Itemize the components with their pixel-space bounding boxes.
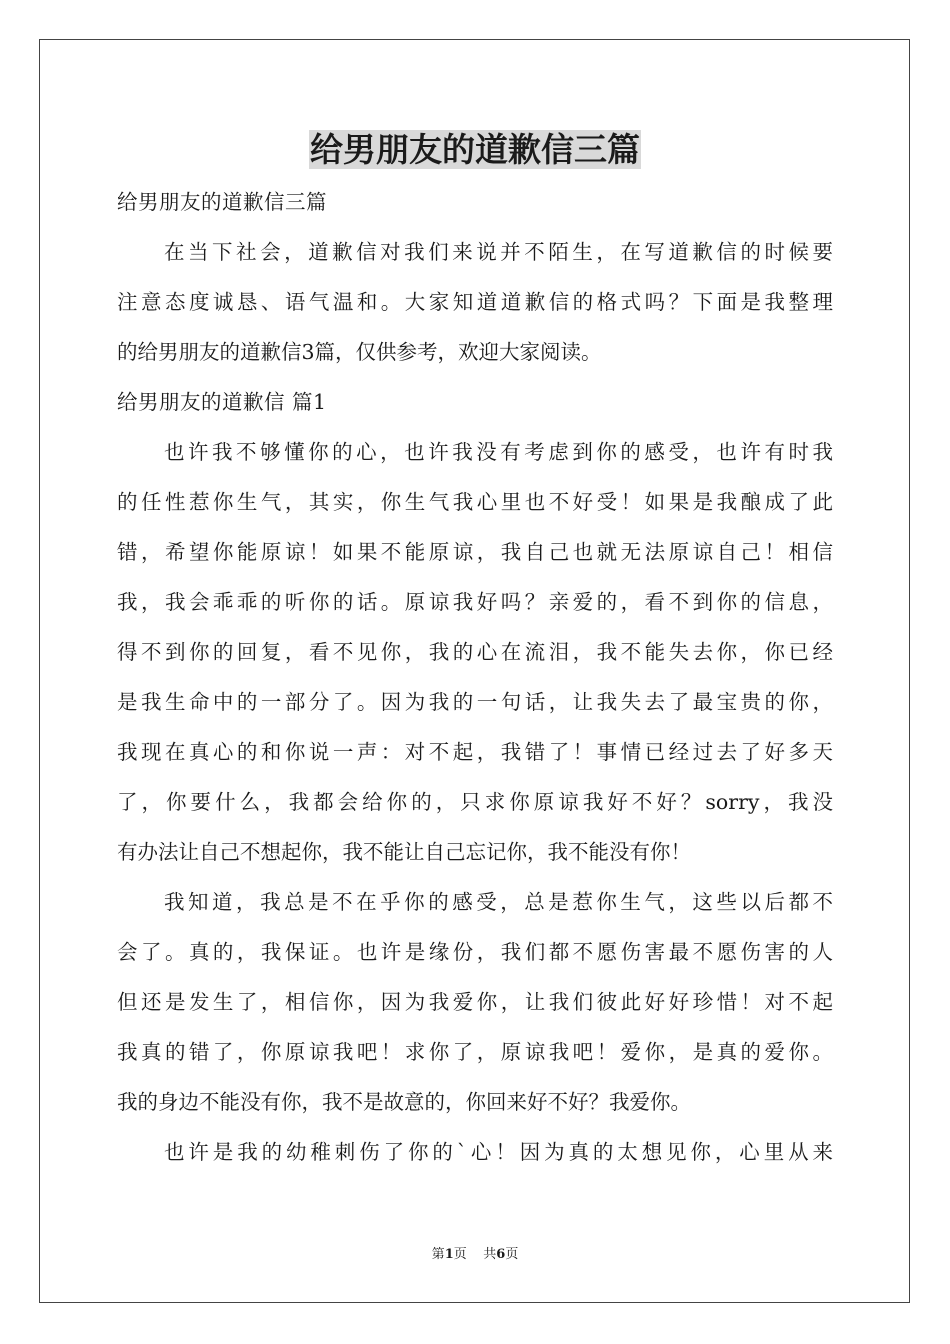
subtitle-line: 给男朋友的道歉信三篇 bbox=[117, 190, 327, 214]
para1-line-3: 错，希望你能原谅！如果不能原谅，我自己也就无法原谅自己！相信 bbox=[117, 540, 833, 564]
section-heading-1: 给男朋友的道歉信 篇1 bbox=[117, 390, 327, 414]
para1-line-7: 我现在真心的和你说一声：对不起，我错了！事情已经过去了好多天 bbox=[117, 740, 833, 764]
document-title-text: 给男朋友的道歉信三篇 bbox=[310, 130, 640, 169]
para1-line-6: 是我生命中的一部分了。因为我的一句话，让我失去了最宝贵的你， bbox=[117, 690, 833, 714]
page-footer bbox=[0, 1245, 950, 1265]
para1-line-8: 了，你要什么，我都会给你的，只求你原谅我好不好？sorry，我没 bbox=[117, 790, 833, 814]
intro-line-1: 在当下社会，道歉信对我们来说并不陌生，在写道歉信的时候要 bbox=[164, 240, 833, 264]
para2-line-5: 我的身边不能没有你，我不是故意的，你回来好不好？我爱你。 bbox=[117, 1090, 691, 1114]
para1-line-5: 得不到你的回复，看不见你，我的心在流泪，我不能失去你，你已经 bbox=[117, 640, 833, 664]
para1-line-9: 有办法让自己不想起你，我不能让自己忘记你，我不能没有你！ bbox=[117, 840, 691, 864]
para2-line-1: 我知道，我总是不在乎你的感受，总是惹你生气，这些以后都不 bbox=[164, 890, 833, 914]
intro-line-3: 的给男朋友的道歉信3篇，仅供参考，欢迎大家阅读。 bbox=[117, 340, 602, 364]
footer-prefix: 第 bbox=[431, 1247, 445, 1262]
document-body bbox=[117, 177, 833, 1177]
para1-line-1: 也许我不够懂你的心，也许我没有考虑到你的感受，也许有时我 bbox=[164, 440, 833, 464]
footer-middle: 页 共 bbox=[453, 1247, 497, 1262]
footer-total-pages: 6 bbox=[496, 1247, 506, 1262]
intro-line-2: 注意态度诚恳、语气温和。大家知道道歉信的格式吗？下面是我整理 bbox=[117, 290, 833, 314]
para2-line-4: 我真的错了，你原谅我吧！求你了，原谅我吧！爱你，是真的爱你。 bbox=[117, 1040, 833, 1064]
footer-current-page: 1 bbox=[444, 1247, 454, 1262]
para1-line-4: 我，我会乖乖的听你的话。原谅我好吗？亲爱的，看不到你的信息， bbox=[117, 590, 833, 614]
para2-line-2: 会了。真的，我保证。也许是缘份，我们都不愿伤害最不愿伤害的人 bbox=[117, 940, 833, 964]
para3-line-1: 也许是我的幼稚刺伤了你的`心！因为真的太想见你，心里从来 bbox=[164, 1140, 833, 1164]
para1-line-2: 的任性惹你生气，其实，你生气我心里也不好受！如果是我酿成了此 bbox=[117, 490, 833, 514]
para2-line-3: 但还是发生了，相信你，因为我爱你，让我们彼此好好珍惜！对不起 bbox=[117, 990, 833, 1014]
document-title bbox=[0, 128, 950, 172]
footer-suffix: 页 bbox=[505, 1247, 519, 1262]
